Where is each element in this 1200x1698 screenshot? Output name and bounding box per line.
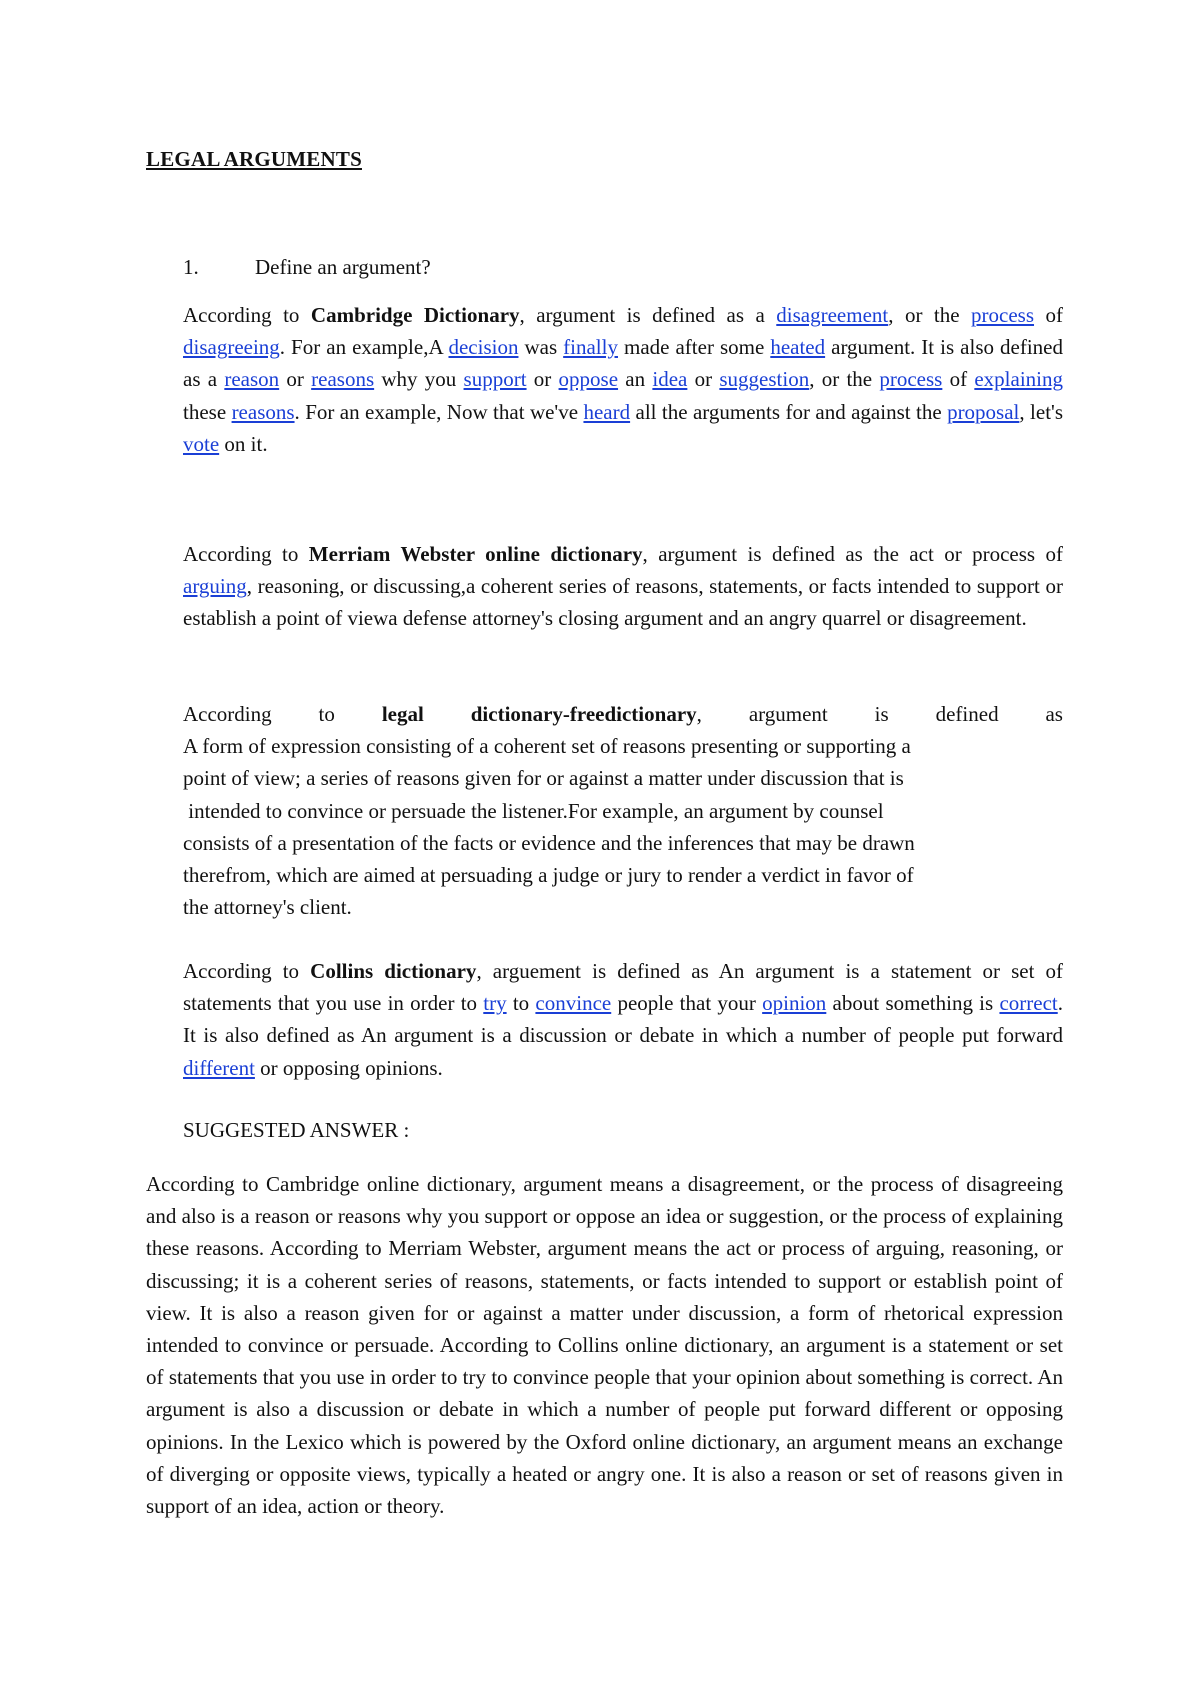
link-convince[interactable]: convince — [535, 991, 612, 1016]
link-explaining[interactable]: explaining — [974, 367, 1063, 392]
source-cambridge: Cambridge Dictionary — [310, 303, 520, 327]
legal-line-6: therefrom, which are aimed at persuading a judge or jury to render a verdict in favor of — [183, 863, 914, 888]
legal-definition — [183, 698, 1063, 923]
link-finally[interactable]: finally — [563, 335, 618, 360]
legal-line-3: point of view; a series of reasons given for or against a matter under discussion that is — [183, 766, 904, 791]
link-proposal[interactable]: proposal — [947, 399, 1020, 424]
link-disagreement[interactable]: disagreement — [776, 303, 889, 327]
link-try[interactable]: try — [483, 991, 507, 1016]
legal-line-4: intended to convince or persuade the listener.For example, an argument by counsel — [183, 798, 884, 823]
link-decision[interactable]: decision — [448, 335, 519, 360]
legal-line-5: consists of a presentation of the facts or evidence and the inferences that may be drawn — [183, 830, 915, 855]
cambridge-definition: According to Cambridge Dictionary, argument is defined as a disagreement, or the process of disagreeing. For an example,A decision was finally made after some heated argument. It is also defined as a reason or reasons why you support or oppose an idea or suggestion, or the process of explaining these reasons. For an example, Now that we've heard all the arguments for and against the proposal, let's vote on it. — [183, 303, 1063, 456]
link-reasons-2[interactable]: reasons — [231, 399, 295, 424]
legal-line-2: A form of expression consisting of a coherent set of reasons presenting or supporting a — [183, 734, 911, 759]
link-arguing[interactable]: arguing — [183, 574, 247, 599]
link-heard[interactable]: heard — [583, 399, 631, 424]
question-heading — [183, 255, 431, 280]
link-idea[interactable]: idea — [652, 367, 688, 392]
source-legal: legal dictionary-freedictionary — [381, 702, 697, 726]
question-text: Define an argument? — [255, 255, 431, 279]
legal-line-1: According to legal dictionary-freedictionary, argument is defined as — [183, 702, 1063, 726]
question-number: 1. — [183, 255, 199, 279]
link-disagreeing[interactable]: disagreeing — [183, 335, 280, 360]
source-collins: Collins dictionary — [310, 959, 477, 983]
link-vote[interactable]: vote — [183, 431, 220, 456]
link-support[interactable]: support — [463, 367, 527, 392]
legal-line-7: the attorney's client. — [183, 895, 352, 920]
link-process[interactable]: process — [971, 303, 1035, 327]
link-opinion[interactable]: opinion — [762, 991, 827, 1016]
document-title: LEGAL ARGUMENTS — [146, 147, 362, 171]
link-reason[interactable]: reason — [224, 367, 280, 392]
suggested-answer-label: SUGGESTED ANSWER : — [183, 1118, 410, 1142]
link-process-2[interactable]: process — [879, 367, 943, 392]
link-reasons[interactable]: reasons — [311, 367, 375, 392]
suggested-answer-text: According to Cambridge online dictionary, argument means a disagreement, or the process of disagreeing and also is a reason or reasons why you support or oppose an idea or suggestion, or the process of explaining these reasons. According to Merriam Webster, argument means the act or process of arguing, reasoning, or discussing; it is a coherent series of reasons, statements, or facts intended to support or establish point of view. It is also a reason given for or against a matter under discussion, a form of rhetorical expression intended to convince or persuade. According to Collins online dictionary, an argument is a statement or set of statements that you use in order to try to convince people that your opinion about something is correct. An argument is also a discussion or debate in which a number of people put forward different or opposing opinions. In the Lexico which is powered by the Oxford online dictionary, an argument means an exchange of diverging or opposite views, typically a heated or angry one. It is also a reason or set of reasons given in support of an idea, action or theory. — [146, 1172, 1063, 1519]
link-different[interactable]: different — [183, 1055, 255, 1080]
collins-definition: According to Collins dictionary, arguement is defined as An argument is a statement or set of statements that you use in order to try to convince people that your opinion about something is correct. It is also defined as An argument is a discussion or debate in which a number of people put forward different or opposing opinions. — [183, 959, 1063, 1080]
link-suggestion[interactable]: suggestion — [719, 367, 810, 392]
link-heated[interactable]: heated — [770, 335, 826, 360]
link-oppose[interactable]: oppose — [558, 367, 619, 392]
link-correct[interactable]: correct — [999, 991, 1058, 1016]
source-merriam: Merriam Webster online dictionary — [308, 542, 643, 566]
merriam-definition: According to Merriam Webster online dictionary, argument is defined as the act or process of arguing, reasoning, or discussing,a coherent series of reasons, statements, or facts intended to support or establish a point of viewa defense attorney's closing argument and an angry quarrel or disagreement. — [183, 542, 1063, 631]
